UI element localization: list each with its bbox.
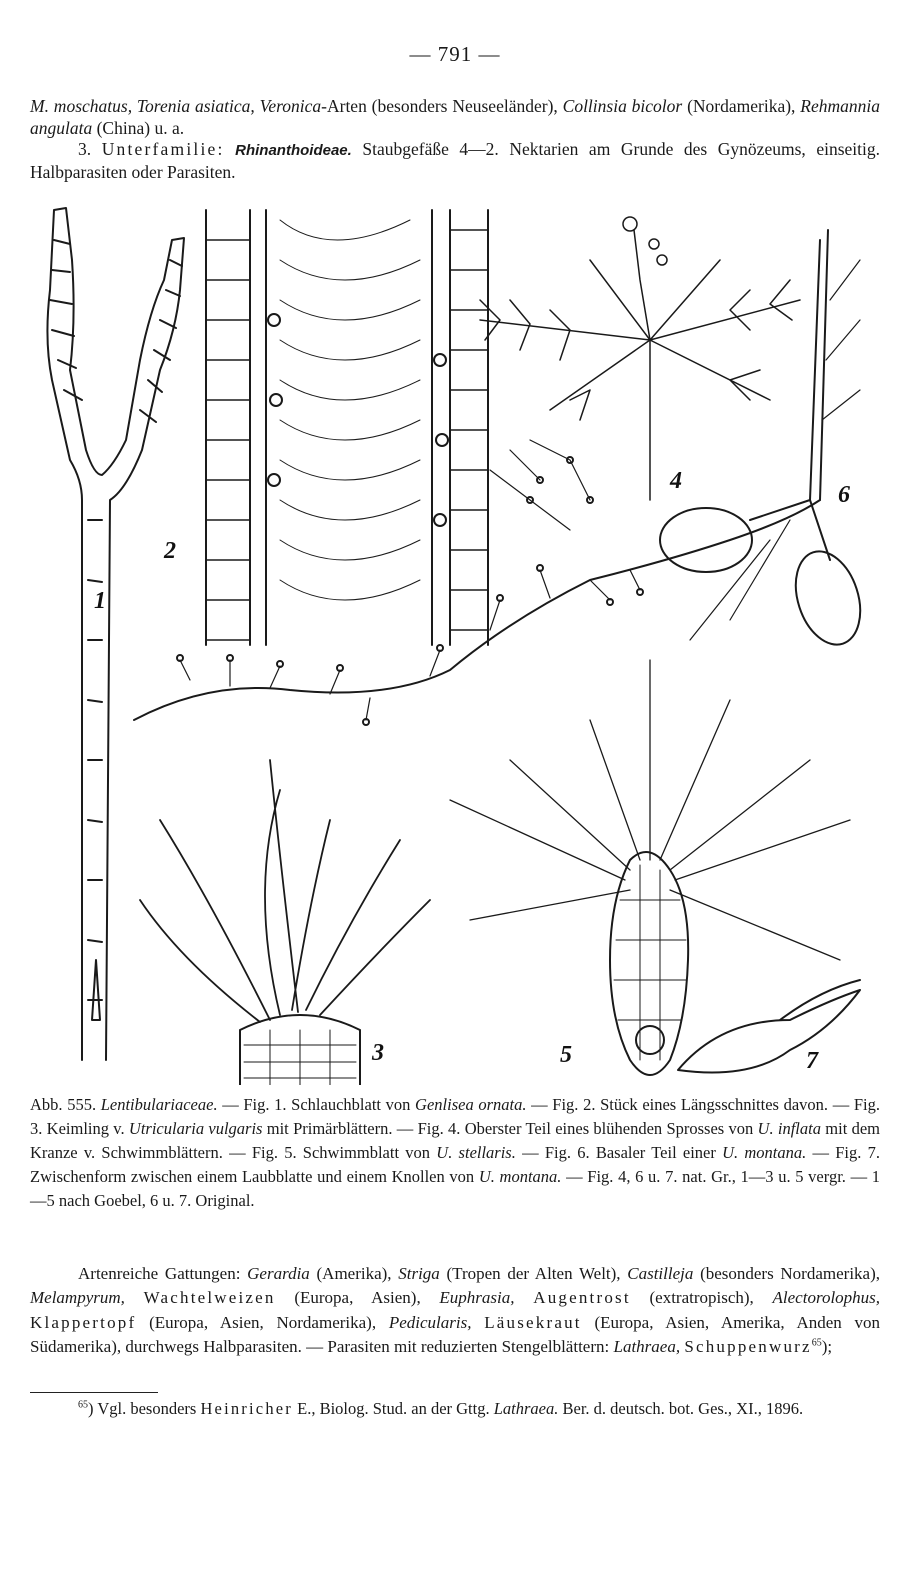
species-italic: U. inflata bbox=[757, 1119, 821, 1138]
genera-paragraph bbox=[30, 1262, 880, 1359]
text-run: E., Biolog. Stud. an der Gttg. bbox=[292, 1399, 494, 1418]
genus-italic: Alectorolophus, bbox=[772, 1288, 881, 1308]
fig3-label: 3 bbox=[372, 1040, 384, 1066]
family-name: Lentibulariaceae. bbox=[100, 1095, 218, 1114]
fig2-label: 2 bbox=[164, 538, 176, 564]
author-name: Heinricher bbox=[200, 1399, 293, 1418]
genus-italic: Pedicularis, bbox=[388, 1312, 472, 1332]
genus-italic: Castilleja bbox=[627, 1264, 694, 1283]
fig1-label: 1 bbox=[94, 588, 106, 614]
species-italic: U. stellaris. bbox=[436, 1143, 516, 1162]
fig7-drawing bbox=[678, 980, 860, 1073]
text-run: ); bbox=[821, 1336, 833, 1356]
genus-italic: Gerardia bbox=[247, 1264, 310, 1283]
subfamily-paragraph bbox=[30, 139, 880, 183]
botanical-figure bbox=[30, 200, 880, 1085]
species-italic: U. montana. bbox=[478, 1167, 562, 1186]
species-italic: Utricularia vulgaris bbox=[128, 1119, 263, 1138]
common-name: Wachtelweizen bbox=[143, 1288, 276, 1308]
page-number: — 791 — bbox=[409, 42, 501, 66]
species-italic: Collinsia bicolor bbox=[562, 96, 683, 116]
genus-italic: Striga bbox=[398, 1264, 440, 1283]
text-run bbox=[125, 1288, 144, 1307]
subfamily-name: Rhinanthoideae. bbox=[235, 142, 352, 159]
species-italic: Rehmannia angulata bbox=[30, 96, 881, 138]
fig3-drawing bbox=[140, 760, 430, 1085]
text-run: (Amerika), bbox=[309, 1264, 399, 1283]
text-run: ) Vgl. besonders bbox=[88, 1399, 201, 1418]
common-name: Läusekraut bbox=[484, 1312, 582, 1332]
intro-text bbox=[30, 96, 880, 183]
text-run: (Europa, Asien), bbox=[275, 1288, 440, 1308]
genus-italic: Melampyrum, bbox=[30, 1288, 125, 1308]
fig4-drawing bbox=[480, 217, 800, 500]
subfamily-heading: Unterfamilie: bbox=[101, 139, 225, 159]
species-italic: U. montana. bbox=[722, 1143, 807, 1162]
common-name: Schuppenwurz bbox=[684, 1336, 812, 1356]
text-run: — Fig. 4, 6 u. 7. nat. Gr., 1—3 u. 5 vergr. — 1—5 nach Goebel, 6 u. 7. Original. bbox=[30, 1167, 881, 1210]
text-run: Artenreiche Gattungen: bbox=[78, 1264, 248, 1283]
text-run: -Arten (besonders Neuseeländer), bbox=[321, 96, 563, 116]
figure-caption bbox=[30, 1093, 880, 1213]
footnote-rule bbox=[30, 1392, 158, 1393]
text-run bbox=[515, 1288, 534, 1307]
text-run: Abb. 555. bbox=[30, 1095, 101, 1114]
text-run: — Fig. 1. Schlauchblatt von bbox=[217, 1095, 416, 1114]
fig6-label: 6 bbox=[838, 482, 850, 508]
fig4-label: 4 bbox=[670, 468, 682, 494]
fig2-drawing bbox=[206, 210, 488, 645]
text-run: mit Primärblättern. — Fig. 4. Oberster Teil eines blühenden Sprosses von bbox=[262, 1119, 758, 1138]
text-run: (Europa, Asien, Nordamerika), bbox=[136, 1312, 389, 1332]
text-run: — Fig. 2. Stück eines Längsschnittes davon. — Fig. 3. Keimling v. bbox=[30, 1095, 880, 1138]
text-run: 3. bbox=[78, 139, 102, 159]
text-run: Ber. d. deutsch. bot. Ges., XI., 1896. bbox=[558, 1399, 804, 1418]
text-run: (Tropen der Alten Welt), bbox=[439, 1264, 628, 1283]
fig5-label: 5 bbox=[560, 1042, 572, 1068]
text-run: — Fig. 6. Basaler Teil einer bbox=[515, 1143, 723, 1162]
text-run: (extratropisch), bbox=[630, 1288, 773, 1308]
text-run: (Europa, Asien, Amerika, Anden von Südamerika), durchwegs Halbparasiten. — Parasiten mit reduzierten Stengelblättern: bbox=[30, 1312, 880, 1356]
text-run: Staubgefäße 4—2. Nektarien am Grunde des Gynözeums, einseitig. Halbparasiten oder Parasiten. bbox=[30, 139, 880, 182]
common-name: Augentrost bbox=[533, 1288, 631, 1308]
text-run: mit dem Kranze v. Schwimmblättern. — Fig. 5. Schwimmblatt von bbox=[30, 1119, 880, 1162]
footnote bbox=[30, 1397, 880, 1421]
common-name: Klappertopf bbox=[30, 1312, 137, 1332]
text-run: (besonders Nordamerika), bbox=[693, 1264, 880, 1283]
footnote-mark: 65 bbox=[78, 1399, 88, 1411]
species-italic: Genlisea ornata. bbox=[415, 1095, 527, 1114]
text-run bbox=[471, 1313, 484, 1332]
fig7-label: 7 bbox=[806, 1048, 818, 1074]
genus-italic: Lathraea, bbox=[613, 1336, 681, 1356]
stolon-drawing bbox=[134, 440, 820, 725]
text-run: (China) u. a. bbox=[92, 117, 185, 138]
text-run: (Nordamerika), bbox=[682, 96, 801, 116]
species-list-italic: M. moschatus, Torenia asiatica, Veronica bbox=[30, 96, 322, 116]
genus-italic: Lathraea. bbox=[493, 1399, 559, 1418]
text-run: — Fig. 7. Zwischenform zwischen einem Laubblatte und einem Knollen von bbox=[30, 1143, 880, 1186]
intro-paragraph bbox=[30, 96, 880, 139]
genus-italic: Euphrasia, bbox=[439, 1288, 515, 1308]
footnote-ref[interactable]: 65 bbox=[811, 1337, 822, 1349]
